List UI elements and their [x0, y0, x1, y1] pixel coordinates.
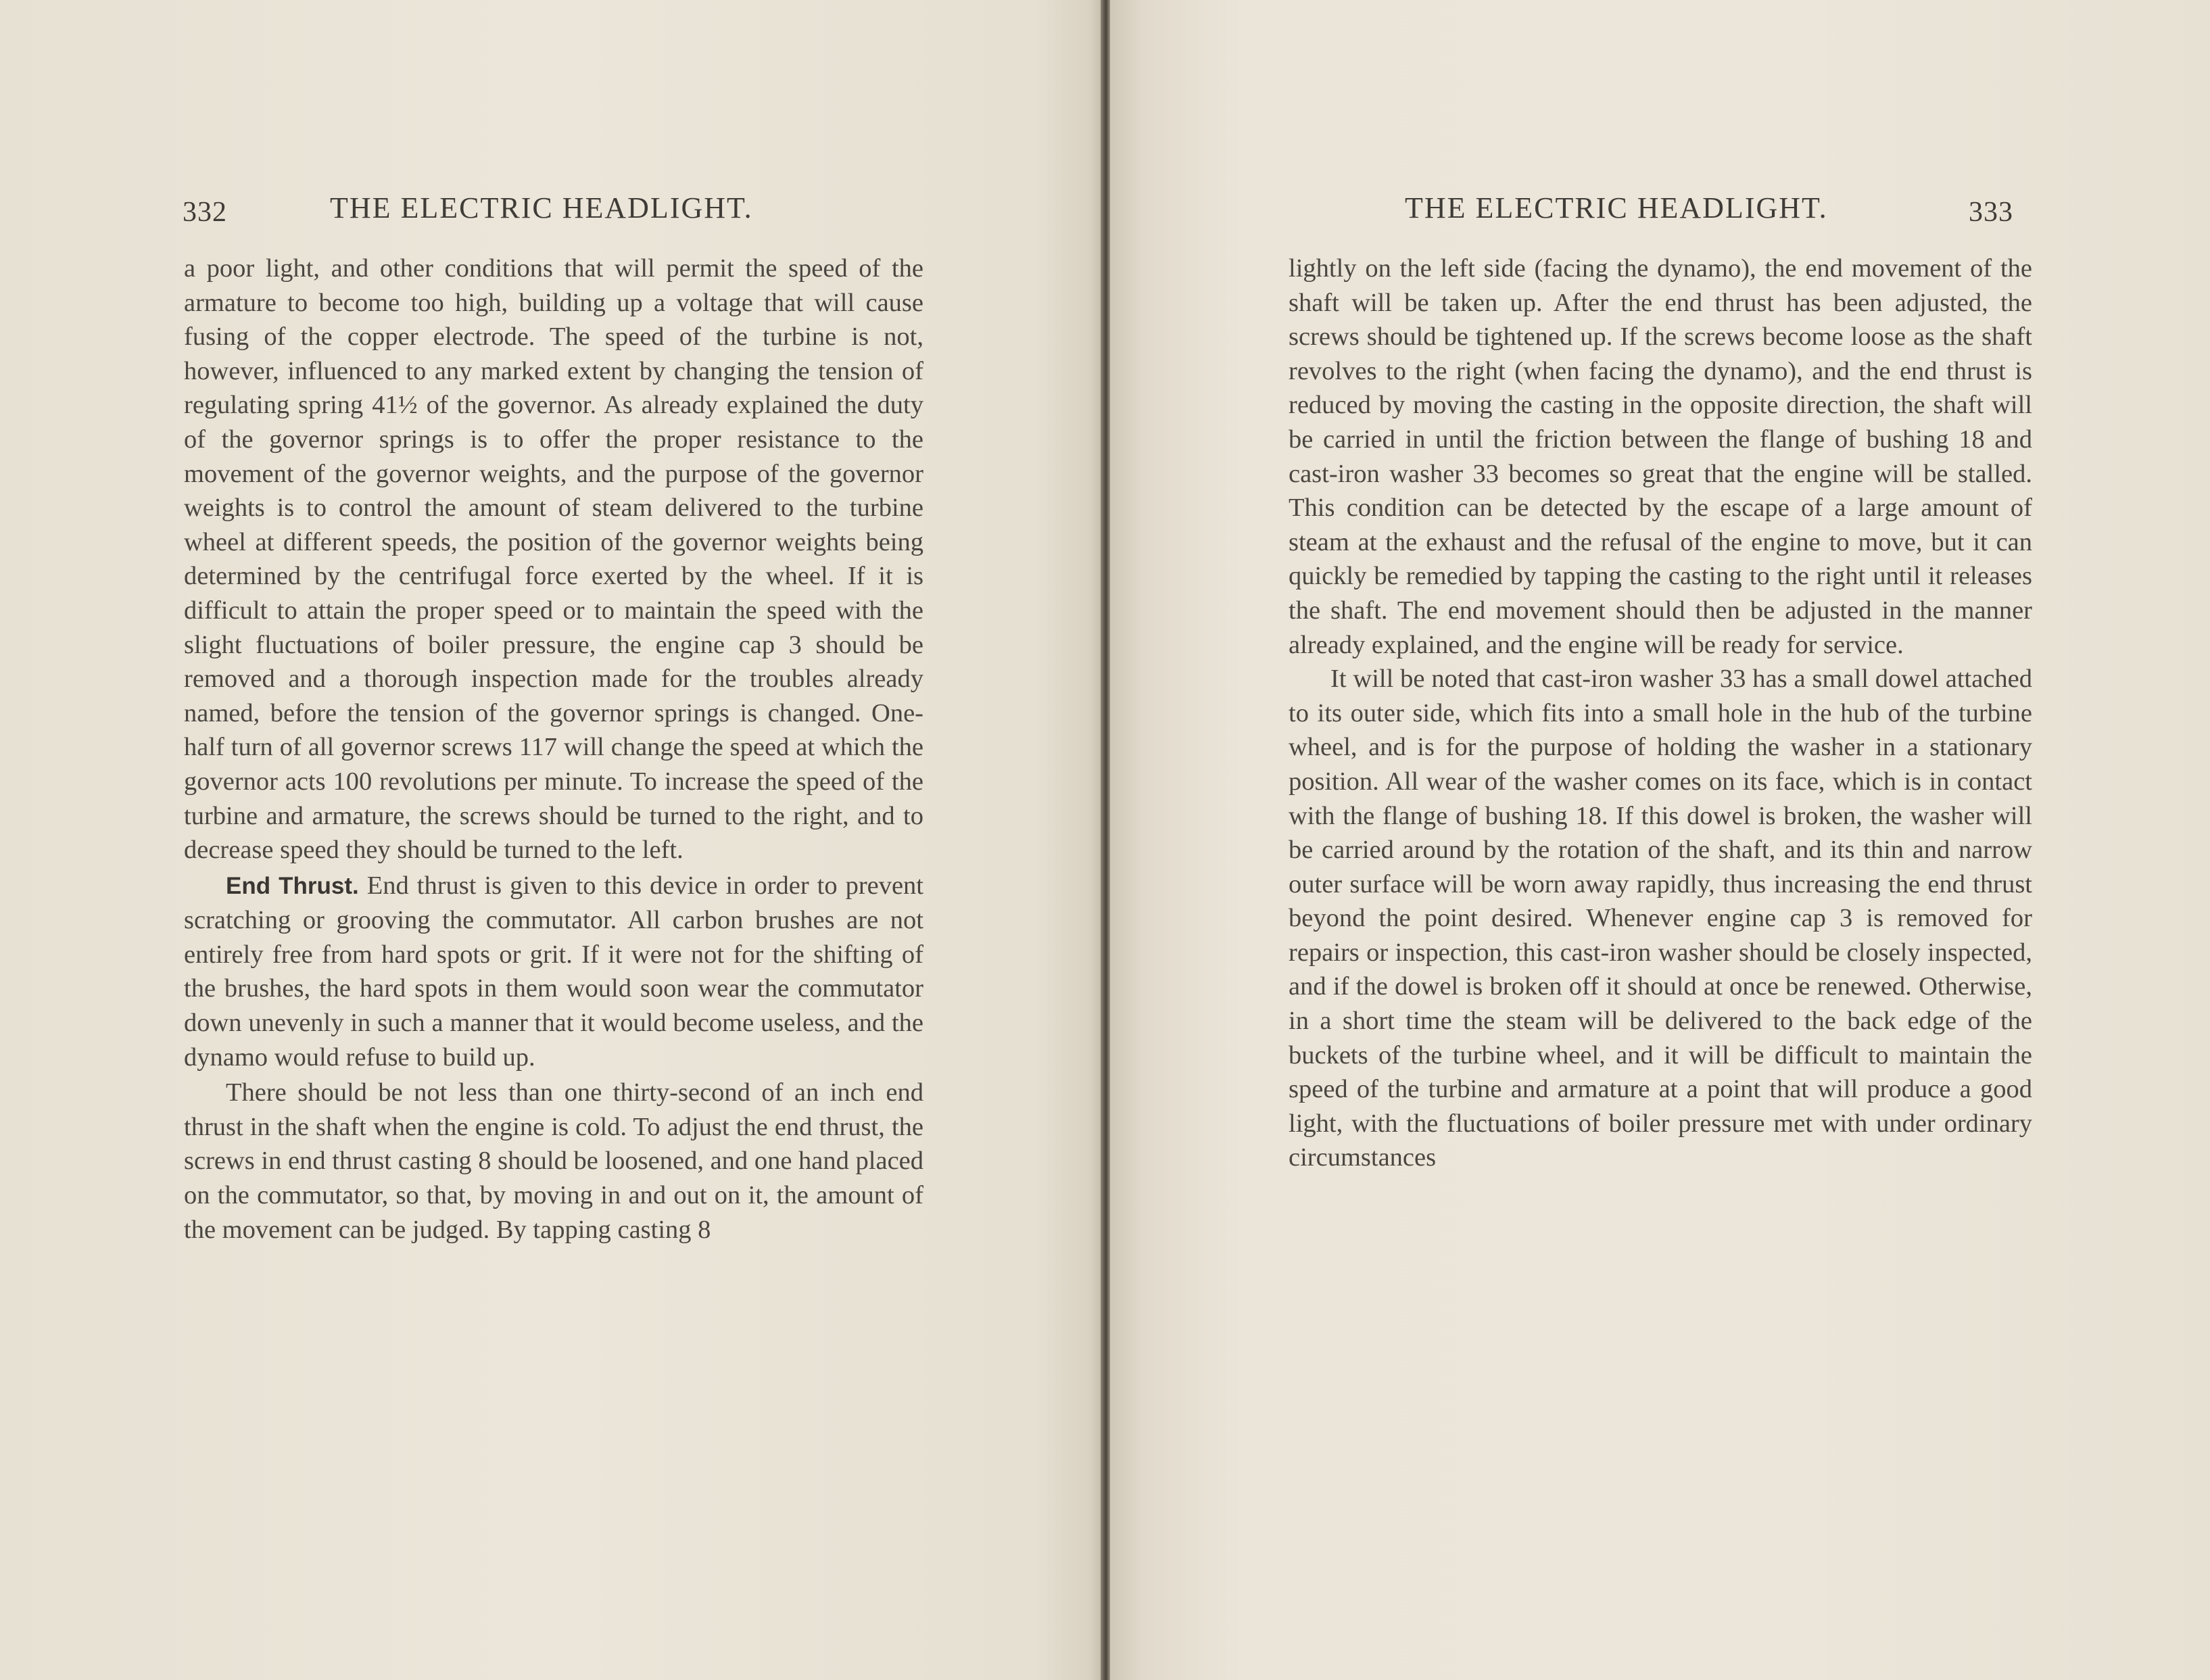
- right-paragraph-1: lightly on the left side (facing the dynamo), the end movement of the shaft will be taken up. After the end thrust has been adjusted, the screws should be tightened up. If the screws become loose as the shaft revolves to the right (when facing the dynamo), and the end thrust is reduced by moving the casting in the opposite direction, the shaft will be carried in until the friction between the flange of bushing 18 and cast-iron washer 33 becomes so great that the engine will be stalled. This condition can be detected by the escape of a large amount of steam at the exhaust and the refusal of the engine to move, but it can quickly be remedied by tapping the casting to the right until it releases the shaft. The end movement should then be adjusted in the manner already explained, and the engine will be ready for service.: [1289, 254, 2032, 659]
- book-gutter: [1101, 0, 1110, 1680]
- left-page-number: 332: [183, 197, 227, 228]
- right-paragraph-2: It will be noted that cast-iron washer 33 has a small dowel attached to its outer side, which fits into a small hole in the hub of the turbine wheel, and is for the purpose of holding the washer in a stationary position. All wear of the washer comes on its face, which is in contact with the flange of bushing 18. If this dowel is broken, the washer will be carried around by the rotation of the shaft, and its thin and narrow outer surface will be worn away rapidly, thus increasing the end thrust beyond the point desired. Whenever engine cap 3 is removed for repairs or inspection, this cast-iron washer should be closely inspected, and if the dowel is broken off it should at once be renewed. Otherwise, in a short time the steam will be delivered to the back edge of the buckets of the turbine wheel, and it will be difficult to maintain the speed of the turbine and armature at a point that will produce a good light, with the fluctuations of boiler pressure met with under ordinary circumstances: [1289, 665, 2032, 1172]
- left-page-body: [184, 251, 923, 1247]
- left-running-head: THE ELECTRIC HEADLIGHT.: [330, 191, 753, 224]
- right-page: [1110, 0, 2210, 1680]
- left-paragraph-3: There should be not less than one thirty-second of an inch end thrust in the shaft when the engine is cold. To adjust the end thrust, the screws in end thrust casting 8 should be loosened, and one hand placed on the commutator, so that, by moving in and out on it, the amount of the movement can be judged. By tapping casting 8: [184, 1078, 923, 1244]
- right-page-body: [1289, 251, 2032, 1175]
- left-paragraph-2-body: End thrust is given to this device in order to prevent scratching or grooving the commutator. All carbon brushes are not entirely free from hard spots or grit. If it were not for the shifting of the brushes, the hard spots in them would soon wear the commutator down unevenly in such a manner that it would become useless, and the dynamo would refuse to build up.: [184, 871, 924, 1072]
- end-thrust-heading: End Thrust.: [226, 872, 359, 899]
- left-paragraph-2: [184, 869, 923, 1075]
- right-running-head: THE ELECTRIC HEADLIGHT.: [1405, 191, 1828, 224]
- right-page-header: [1405, 191, 2081, 231]
- left-page-header: [183, 191, 926, 231]
- left-paragraph-1: a poor light, and other conditions that will permit the speed of the armature to become too high, building up a voltage that will cause fusing of the copper electrode. The speed of the turbine is not, however, influenced to any marked extent by changing the tension of regulating spring 41½ of the governor. As already explained the duty of the governor springs is to offer the proper resistance to the movement of the governor weights, and the purpose of the governor weights is to control the amount of steam delivered to the turbine wheel at different speeds, the position of the governor weights being determined by the centrifugal force exerted by the wheel. If it is difficult to attain the proper speed or to maintain the speed with the slight fluctuations of boiler pressure, the engine cap 3 should be removed and a thorough inspection made for the troubles already named, before the tension of the governor springs is changed. One-half turn of all governor screws 117 will change the speed at which the governor acts 100 revolutions per minute. To increase the speed of the turbine and armature, the screws should be turned to the right, and to decrease speed they should be turned to the left.: [184, 254, 923, 865]
- right-page-number: 333: [1969, 197, 2013, 228]
- left-page: [0, 0, 1101, 1680]
